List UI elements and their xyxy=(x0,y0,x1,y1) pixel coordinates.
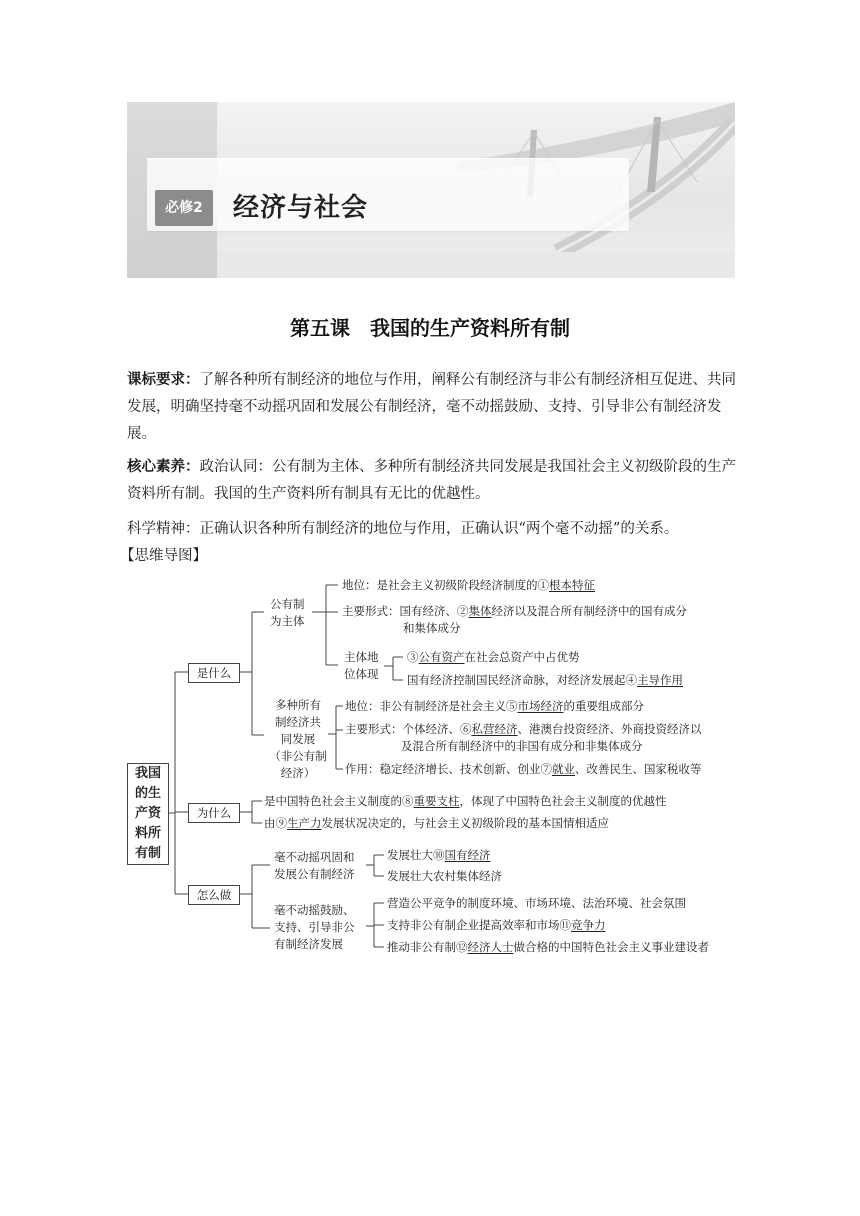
node-how: 怎么做 xyxy=(188,885,240,905)
lesson-title: 第五课 我国的生产资料所有制 xyxy=(290,316,570,340)
answer-10: 国有经济 xyxy=(444,848,491,862)
how-b1: 营造公平竞争的制度环境、市场环境、法治环境、社会氛围 xyxy=(387,896,686,910)
node-public-label-1: 公有制 xyxy=(270,597,305,611)
dominance-1: ③公有资产在社会总资产中占优势 xyxy=(407,650,580,664)
nonpublic-forms-line2: 及混合所有制经济中的非国有成分和非集体成分 xyxy=(401,739,643,753)
answer-2: 集体 xyxy=(468,604,492,618)
curriculum-standard-text: 了解各种所有制经济的地位与作用，阐释公有制经济与非公有制经济相互促进、共同发展，明确坚持毫不动摇巩固和发展公有制经济，毫不动摇鼓励、支持、引导非公有制经济发展。 xyxy=(127,372,736,442)
core-literacy-label: 核心素养： xyxy=(127,459,200,475)
public-status: 地位：是社会主义初级阶段经济制度的①根本特征 xyxy=(342,578,595,592)
node-mixed-ownership: 多种所有 制经济共 同发展 （非公有制 经济） xyxy=(269,698,327,780)
how-b3: 推动非公有制⑫经济人士做合格的中国特色社会主义事业建设者 xyxy=(387,940,709,954)
answer-7: 就业 xyxy=(552,762,575,776)
answer-1: 根本特征 xyxy=(549,578,595,592)
mindmap-root: 我国的生产资料所有制 xyxy=(127,763,169,865)
answer-11: 竞争力 xyxy=(571,918,606,932)
answer-12: 经济人士 xyxy=(467,940,514,954)
how-a2: 发展壮大农村集体经济 xyxy=(387,869,502,883)
node-why: 为什么 xyxy=(188,803,240,823)
node-encourage-nonpublic: 毫不动摇鼓励、 支持、引导非公 有制经济发展 xyxy=(274,903,355,951)
node-public-label-2: 为主体 xyxy=(270,614,305,628)
answer-4: 主导作用 xyxy=(637,673,683,687)
core-literacy-text: 政治认同：公有制为主体、多种所有制经济共同发展是我国社会主义初级阶段的生产资料所有制。我国的生产资料所有制具有无比的优越性。 xyxy=(127,459,736,502)
node-consolidate-public: 毫不动摇巩固和 发展公有制经济 xyxy=(274,850,355,881)
node-what: 是什么 xyxy=(188,663,240,683)
curriculum-standard-label: 课标要求： xyxy=(127,372,200,388)
node-public-ownership xyxy=(270,596,305,630)
answer-8: 重要支柱 xyxy=(413,794,460,808)
mindmap-heading: 【思维导图】 xyxy=(120,548,207,564)
dominance-2: 国有经济控制国民经济命脉，对经济发展起④主导作用 xyxy=(407,673,683,687)
banner-title: 经济与社会 xyxy=(233,193,369,223)
answer-3: 公有资产 xyxy=(418,650,465,664)
node-dominance: 主体地 位体现 xyxy=(344,650,379,681)
nonpublic-role: 作用：稳定经济增长、技术创新、创业⑦就业、改善民生、国家税收等 xyxy=(345,762,702,776)
answer-6: 私营经济 xyxy=(471,722,518,736)
public-forms-line2: 和集体成分 xyxy=(403,621,461,635)
nonpublic-status: 地位：非公有制经济是社会主义⑤市场经济的重要组成部分 xyxy=(345,699,644,713)
why-reason-1: 是中国特色社会主义制度的⑧重要支柱，体现了中国特色社会主义制度的优越性 xyxy=(264,794,667,808)
volume-tag: 必修2 xyxy=(155,190,213,226)
answer-5: 市场经济 xyxy=(517,699,564,713)
why-reason-2: 由⑨生产力发展状况决定的，与社会主义初级阶段的基本国情相适应 xyxy=(264,816,609,830)
how-a1: 发展壮大⑩国有经济 xyxy=(387,848,491,862)
scientific-spirit: 科学精神：正确认识各种所有制经济的地位与作用，正确认识“两个毫不动摇”的关系。 xyxy=(127,521,679,537)
how-b2: 支持非公有制企业提高效率和市场⑪竞争力 xyxy=(387,918,606,932)
nonpublic-forms: 主要形式：个体经济、⑥私营经济、港澳台投资经济、外商投资经济以 xyxy=(345,722,702,736)
public-forms: 主要形式：国有经济、②集体经济以及混合所有制经济中的国有成分 xyxy=(342,604,687,618)
answer-9: 生产力 xyxy=(287,816,322,830)
